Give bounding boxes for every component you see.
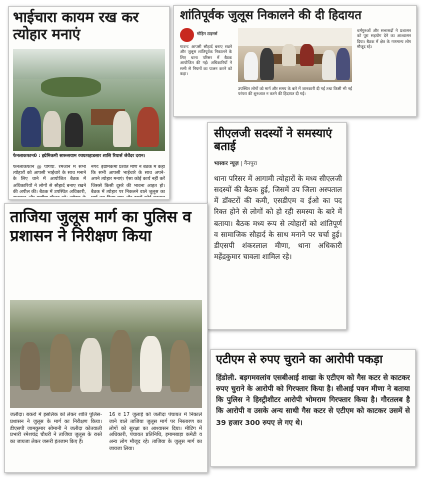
news-clip-peaceful-procession	[173, 5, 417, 117]
headline: ताजिया जुलूस मार्ग का पुलिस व प्रशासन ने निरीक्षण किया	[10, 208, 192, 246]
headline: सीएलजी सदस्यों ने समस्याएं बताई	[214, 126, 332, 154]
news-clip-tazia-route	[4, 203, 208, 473]
byline-source: भास्कर न्यूज़	[214, 161, 239, 167]
byline	[214, 159, 342, 167]
news-clip-atm-theft	[210, 349, 416, 467]
headline: भाईचारा कायम रख कर त्योहार मनाएं	[13, 10, 139, 43]
headline: एटीएम से रुपए चुराने का आरोपी पकड़ा	[216, 352, 383, 366]
inspection-photo	[10, 300, 202, 408]
article-column-a: जलौदा। बकरो में इसलिक को लेकर शांति पुलिस-प्रशासन ने जुलूस के मार्ग का निरीक्षण किया। डीएसपी जामकुमार सोमानी ने जलीदा कोतवाली प्रभारी रमेशचंद्र चौधरी ने ताजिया जुलूस के रास्ते का जायजा लेकर जरूरी इंतजाम किए हैं।	[10, 412, 102, 445]
article-body: हिंडोली. बड़गमवलांव एसबीआई शाखा के एटीएम को गैस कटर से काटकर रुपए चुराने के आरोपी को गिरफ्तार किया है। सीआई पवन मीणा ने बताया कि पुलिस ने हिस्ट्रीशीटर आरोपी भोमराम गिरफ्तार किया है। गौरतलब है कि आरोपी व उसके अन्य साथी गैस कटर से एटीएम को काटकर उसमें से 39 हजार 300 रुपए ले गए थे।	[216, 373, 410, 427]
news-clip-clg-members	[207, 122, 347, 330]
byline-place: गैनपुरा	[244, 161, 258, 167]
article-column-b: उपस्थित लोगों को मार्ग और समय के बारे में जानकारी दी गई तथा किसी भी नई परंपरा की शुरुआत न करने की हिदायत दी गई।	[238, 86, 352, 97]
article-body: थाना परिसर में आगामी त्योहारों के मध्य सीएलजी सदस्यों की बैठक हुई, जिसमें उप जिला अस्पताल में डॉक्टरों की कमी, एसडीएम व ईओ का पद रिक्त होने से लोगों को हो रही समस्या के बारे में बताया। बैठक मध्य रूप से त्योहारों को शांतिपूर्ण व सामाजिक सौहार्द के साथ मनाने पर चर्चा हुई। डीएसपी शंकरलाल मीणा, थाना अधिकारी महेंद्रकुमार चावला शामिल रहे।	[214, 174, 342, 262]
article-column-right: नगर: इग्रेमिकमी प्रशांत मणि ने बैठक में कहा कि सभी आपसी भाईचारे के साथ अपने-अपने त्योहार मनाएं। ऐसा कोई कार्य नहीं करें जिससे किसी दूसरे की भावना आहत हो। बैठक में त्योहार पर निकलने वाले जुलूस का	[91, 165, 165, 195]
byline-separator: |	[240, 161, 245, 167]
meeting-photo	[13, 49, 165, 151]
article-column-a: गावन: आपसी सौहार्द बनाए रखने और जुलूस शांतिपूर्वक निकालने के लिए थाना परिसर में बैठक आयोजित की गई। अधिकारियों ने सभी से नियमों का पालन करने को कहा।	[180, 44, 232, 76]
article-column-left: फेनलाकफान @ पंगिया. रमजान में सभी त्योहारों को आपसी भाईचारे के साथ मनाने के लिए थाने में आयोजित बैठक में अधिकारियों ने लोगों से सौहार्द बनाए रखने की अपील की। बैठक में उपस्थित अधिकारी,	[13, 165, 86, 195]
masthead-logo	[180, 28, 194, 42]
meeting-photo	[238, 28, 352, 82]
article-column-b: 16 व 17 जुलाई को जलीदा पंचायत में निकाले जाने वाले ताजिया जुलूस मार्ग पर निस्तारण का लोगों को सुरक्षा का आश्वासन दिया। मीटिंग में अधिकारी, पंचायत प्रतिनिधि, इमामबाड़ा कमेटी व अन्य लोग मौजूद रहे। ताजिया के जुलूस मार्ग का जायजा लिया।	[109, 412, 202, 452]
headline: शांतिपूर्वक जुलूस निकालने की दी हिदायत	[180, 8, 362, 22]
article-column-c: धर्मगुरुओं और सभासदों ने प्रशासन को पूरा सहयोग देने का आश्वासन दिया। बैठक में क्षेत्र के गणमान्य लोग मौजूद रहे।	[357, 28, 411, 50]
news-clip-festival-harmony	[8, 6, 170, 200]
photo-caption: फेनलाकफान0 : इग्रेमिकमी सारूसयाम रचयत्पहाडसार शासि रियार्स जेवेंदर दरान।	[13, 154, 146, 159]
masthead-name: मोहिन टाइमर्स	[197, 31, 218, 36]
